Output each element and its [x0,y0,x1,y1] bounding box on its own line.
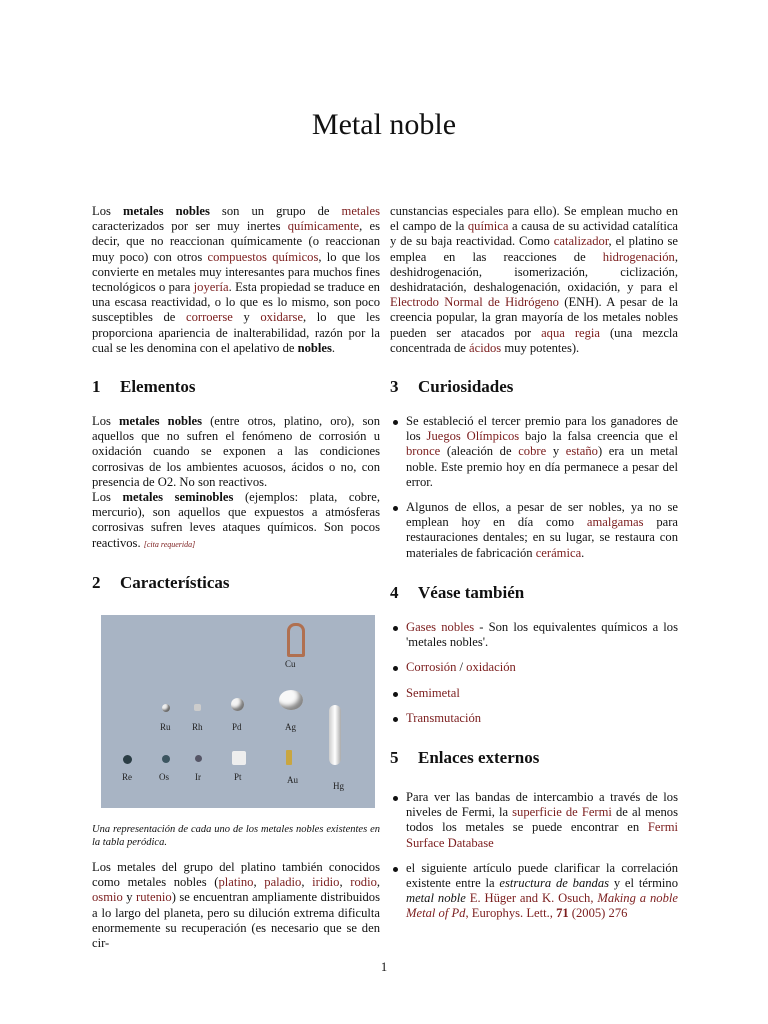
label-pt: Pt [234,772,242,782]
platinum-image [232,751,246,765]
link[interactable]: rodio [350,875,377,890]
text-run: , [301,875,313,890]
metals-figure [92,615,380,808]
platino-paragraph [92,860,380,951]
list-item [390,711,678,726]
heading-elementos [92,377,196,397]
ruthenium-image [162,704,170,712]
osmium-image [162,755,170,763]
gold-image [286,750,292,765]
text-run: metales nobles [122,204,210,218]
text-run: / [456,660,467,675]
text-run: y [232,310,261,325]
text-run: . Esta propiedad se traduce en una escasa reactividad, o lo que es lo mismo, son poco susceptibles de [92,280,380,325]
silver-image [279,690,303,710]
text-run: , lo que los convierte en metales muy interesantes para muchos fines tecnológicos o para [92,249,380,295]
link[interactable]: osmio [92,890,123,905]
text-run: son un grupo de [209,204,342,218]
text-run: estructura de bandas [499,876,610,891]
text-run: cunstancias especiales para ello). Se emplean mucho en el campo de la [390,204,678,234]
text-run: Los [92,414,120,428]
text-run: metales seminobles [122,490,234,505]
label-cu: Cu [285,659,296,669]
list-item [390,414,678,490]
text-run: Los [92,490,123,505]
list-item [390,660,678,675]
link[interactable]: E. Hüger and K. Osuch, [465,891,598,906]
page-title: Metal noble [311,108,457,141]
text-run: nobles [297,340,332,355]
text-run: - Son los equivalentes químicos a los 'metales nobles'. [406,620,679,650]
label-au: Au [287,775,298,785]
text-run: bajo la falsa creencia que el [519,429,678,444]
link[interactable]: , Europhys. Lett., [465,906,557,921]
section-title: Enlaces externos [418,748,540,767]
link[interactable]: Juegos Olímpicos [426,429,520,444]
metals-photo [101,615,375,808]
text-run: metales nobles [119,414,202,428]
link[interactable]: Corrosión [406,660,457,675]
text-run: , [253,875,265,890]
text-run: (una mezcla concentrada de [390,325,678,355]
label-rh: Rh [192,722,203,732]
heading-vease-tambien [390,583,524,603]
text-run: de al menos todos los metales se puede encontrar en [406,805,678,835]
text-run: muy potentes). [501,340,580,355]
section-number: 3 [390,377,399,396]
text-run: metal noble [406,891,466,906]
text-run: , lo que les proporciona apariencia de inalterabilidad, razón por la cual se les denomina con el apelativo de [92,310,381,355]
text-run: , el platino se emplea en las reacciones de [390,234,678,264]
iridium-image [195,755,202,762]
rhenium-image [123,755,132,764]
intro-paragraph [92,204,380,356]
text-run: , [339,875,351,890]
enlaces-list [390,790,678,932]
link[interactable]: Gases nobles [406,620,475,634]
list-item [390,686,678,701]
link[interactable]: oxidarse [260,310,304,325]
link[interactable]: Semimetal [406,685,460,700]
link[interactable]: cobre [518,444,547,459]
list-item [390,861,678,922]
link[interactable]: Fermi Surface Database [406,820,678,850]
text-run: Se estableció el tercer premio para los ganadores de los [406,414,678,444]
rhodium-image [194,704,201,711]
list-item [390,620,678,650]
link[interactable]: aqua regia [541,325,601,340]
link[interactable]: 71 [556,906,569,921]
text-run: . [331,340,336,355]
text-run: Los [92,204,123,218]
link[interactable]: Electrodo Normal de Hidrógeno [390,295,559,310]
page-number: 1 [380,960,388,974]
section-title: Curiosidades [418,377,514,396]
link[interactable]: Making a noble Metal of Pd [406,891,678,921]
link[interactable]: catalizador [553,234,609,249]
text-run: ) era un metal noble. Este premio hoy en día permanece a pesar del error. [406,444,678,489]
text-run: y [546,444,566,459]
vease-list [390,620,678,736]
link[interactable]: oxidación [466,660,516,675]
mercury-ampoule-image [329,705,341,765]
link[interactable]: (2005) 276 [568,906,628,921]
link[interactable]: iridio [312,875,340,890]
label-ru: Ru [160,722,171,732]
link[interactable]: joyería [193,280,229,295]
label-hg: Hg [333,781,344,791]
list-item [390,500,678,561]
heading-curiosidades [390,377,513,397]
text-run: ) se encuentran ampliamente distribuidos a lo largo del planeta, pero su dilución extrema dificulta enormemente su recuperación (es necesario que se den cir- [92,890,380,951]
text-run: caracterizados por ser muy inertes [92,219,288,234]
section-title: Características [120,573,230,592]
link[interactable]: bronce [406,444,441,459]
copper-wire-image [287,623,305,657]
link[interactable]: rutenio [136,890,172,905]
list-item [390,790,678,851]
link[interactable]: químicamente [287,219,360,234]
text-run: , [376,875,381,890]
text-run: y [122,890,137,905]
link[interactable]: metales [341,204,380,218]
continuation-paragraph [390,204,678,356]
curiosidades-list [390,414,678,571]
link[interactable]: [cita requerida] [143,539,196,549]
label-ag: Ag [285,722,296,732]
link[interactable]: compuestos químicos [207,249,319,264]
heading-enlaces-externos [390,748,539,768]
link[interactable]: Transmutación [406,710,482,725]
text-run: Para ver las bandas de intercambio a través de los niveles de Fermi, la [406,790,678,820]
section-number: 2 [92,573,101,592]
section-number: 4 [390,583,399,602]
link[interactable]: estaño [565,444,598,459]
text-run: , es decir, que no reaccionan químicamente (o reaccionan muy poco) con otros [92,219,380,264]
label-re: Re [122,772,132,782]
figure-caption: Una representación de cada uno de los metales nobles existentes en la tabla peródica. [92,824,380,848]
link[interactable]: ácidos [469,340,502,355]
text-run: para restauraciones dentales; en su lugar, se restaura con materiales de fabricación [406,515,678,560]
text-run: Los metales del grupo del platino también conocidos como metales nobles ( [92,860,380,890]
text-run: a causa de su actividad catalítica y de su baja reactividad. Como [390,219,678,249]
palladium-image [231,698,244,711]
link[interactable]: cerámica [535,545,582,560]
text-run: (aleación de [440,444,519,459]
link[interactable]: hidrogenación [602,249,675,264]
link[interactable]: paladio [264,875,302,890]
text-run: . [581,545,585,560]
heading-caracteristicas [92,573,230,593]
elementos-paragraph [92,414,380,552]
link[interactable]: superficie de Fermi [512,805,612,820]
section-number: 1 [92,377,101,396]
link[interactable]: corroerse [185,310,233,325]
link[interactable]: amalgamas [586,515,644,530]
link[interactable]: platino [218,875,254,890]
label-os: Os [159,772,170,782]
text-run: (ejemplos: plata, cobre, mercurio), son aquellos que expuestos a atmósferas corrosivas sufren leves ataques químicos. Son pocos reactivos. [92,490,380,550]
text-run: el siguiente artículo puede clarificar la correlación existente entre la [406,860,678,891]
text-run: y el término [609,876,678,891]
text-run: (ENH). A pesar de la creencia popular, la gran mayoría de los metales nobles pueden ser atacados por [390,295,678,340]
section-title: Elementos [120,377,196,396]
link[interactable]: química [467,219,509,234]
text-run: , deshidrogenación, isomerización, ciclización, deshidratación, deshalogenación, oxidación, y para el [390,249,678,295]
label-pd: Pd [232,722,242,732]
text-run: (entre otros, platino, oro), son aquellos que no sufren el fenómeno de corrosión u oxidación cuando se exponen a las condiciones corrosivas de los ambientes acuosos, ácidos o no, con presencia de O2. No son reactivos. [92,414,380,489]
text-run: Algunos de ellos, a pesar de ser nobles, ya no se emplean hoy en día como [406,500,678,530]
section-title: Véase también [418,583,525,602]
section-number: 5 [390,748,399,767]
label-ir: Ir [195,772,201,782]
